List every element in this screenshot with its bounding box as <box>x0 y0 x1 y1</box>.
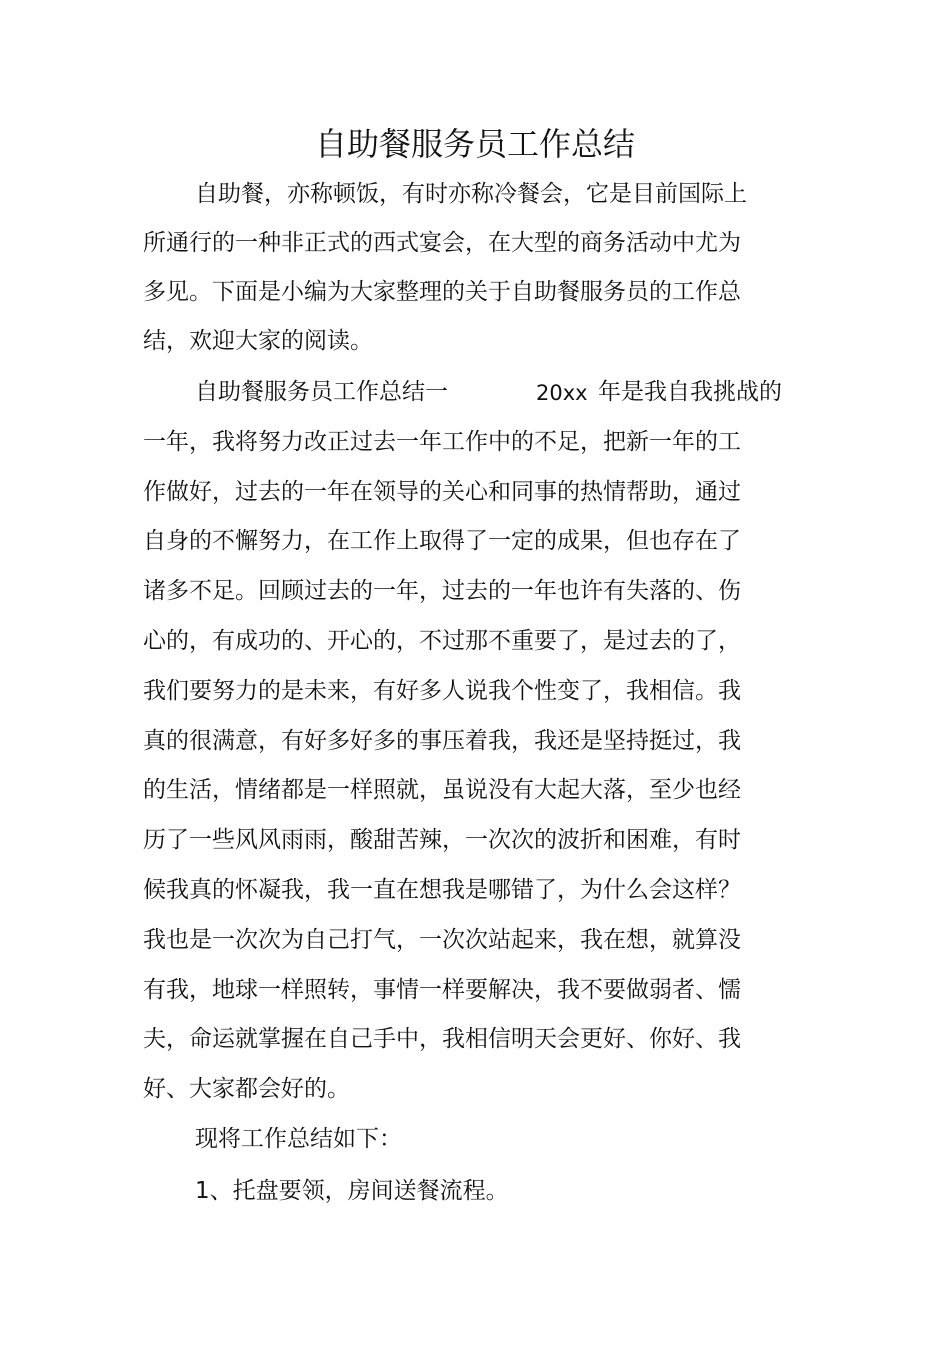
body-line-11: 我也是一次次为自己打气，一次次站起来，我在想，就算没 <box>143 927 741 953</box>
body-line-12: 有我，地球一样照转，事情一样要解决，我不要做弱者、懦 <box>143 977 741 1003</box>
body-line-14: 好、大家都会好的。 <box>143 1076 350 1102</box>
body-line-1: 一年，我将努力改正过去一年工作中的不足，把新一年的工 <box>143 429 741 455</box>
section1-heading: 自助餐服务员工作总结一 <box>195 379 448 405</box>
section1-year: 20xx <box>536 381 588 405</box>
body-line-9: 历了一些风风雨雨，酸甜苦辣，一次次的波折和困难，有时 <box>143 827 741 853</box>
body-line-7: 真的很满意，有好多好多的事压着我，我还是坚持挺过，我 <box>143 728 741 754</box>
body-line-5: 心的，有成功的、开心的，不过那不重要了，是过去的了， <box>143 628 741 654</box>
intro-line-3: 多见。下面是小编为大家整理的关于自助餐服务员的工作总 <box>143 279 741 305</box>
document-title: 自助餐服务员工作总结 <box>314 125 635 163</box>
body-line-6: 我们要努力的是未来，有好多人说我个性变了，我相信。我 <box>143 678 741 704</box>
body-line-3: 自身的不懈努力，在工作上取得了一定的成果，但也存在了 <box>143 528 741 554</box>
summary-intro: 现将工作总结如下： <box>195 1126 402 1152</box>
intro-line-1: 自助餐，亦称顿饭，有时亦称冷餐会，它是目前国际上 <box>195 181 747 207</box>
intro-line-2: 所通行的一种非正式的西式宴会，在大型的商务活动中尤为 <box>143 230 741 256</box>
body-line-8: 的生活，情绪都是一样照就，虽说没有大起大落，至少也经 <box>143 777 741 803</box>
body-line-4: 诸多不足。回顾过去的一年，过去的一年也许有失落的、伤 <box>143 578 741 604</box>
section1-first-line-rest: 年是我自我挑战的 <box>598 379 782 405</box>
body-line-13: 夫，命运就掌握在自己手中，我相信明天会更好、你好、我 <box>143 1026 741 1052</box>
body-line-10: 候我真的怀凝我，我一直在想我是哪错了，为什么会这样？ <box>143 877 741 903</box>
intro-line-4: 结，欢迎大家的阅读。 <box>143 328 373 354</box>
body-line-2: 作做好，过去的一年在领导的关心和同事的热情帮助，通过 <box>143 479 741 505</box>
list-item-1: 1、托盘要领，房间送餐流程。 <box>195 1178 509 1204</box>
